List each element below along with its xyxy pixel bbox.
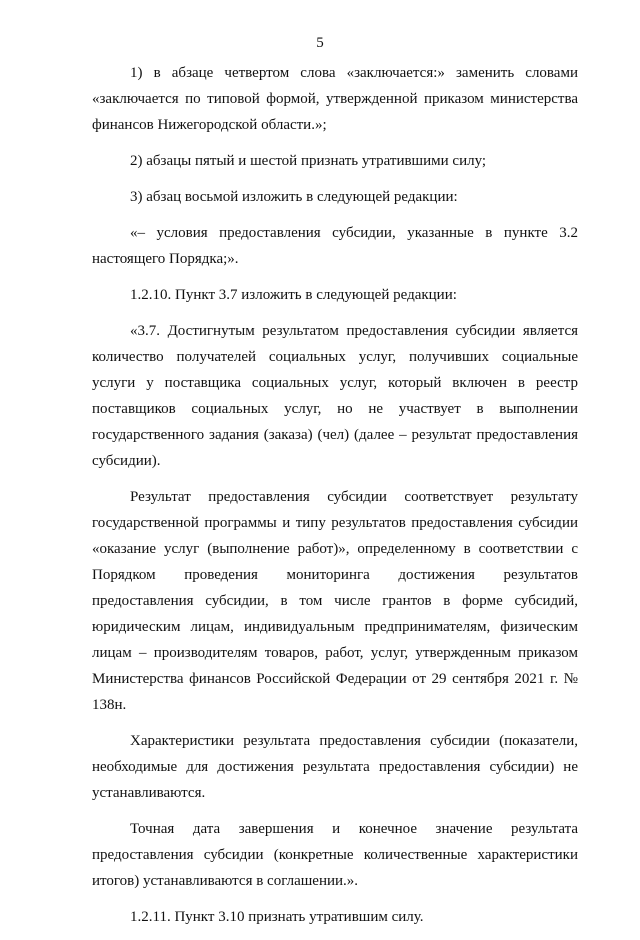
document-body bbox=[92, 60, 578, 940]
page-number: 5 bbox=[316, 35, 324, 51]
paragraph-3: 3) абзац восьмой изложить в следующей редакции: bbox=[130, 189, 458, 205]
paragraph-7: Результат предоставления субсидии соответствует результату государственной программы и типу результатов предоставления субсидии «оказание услуг (выполнение работ)», определенному в соответствии с Порядком проведения мониторинга достижения результатов предоставления субсидии, в том числе грантов в форме субсидий, юридическим лицам, индивидуальным предпринимателям, физическим лицам – производителям товаров, работ, услуг, утвержденным приказом Министерства финансов Российской Федерации от 29 сентября 2021 г. № 138н. bbox=[92, 489, 578, 713]
paragraph-2: 2) абзацы пятый и шестой признать утратившими силу; bbox=[130, 153, 487, 169]
paragraph-5: 1.2.10. Пункт 3.7 изложить в следующей редакции: bbox=[130, 287, 457, 303]
paragraph-9: Точная дата завершения и конечное значение результата предоставления субсидии (конкретные количественные характеристики итогов) устанавливаются в соглашении.». bbox=[92, 821, 578, 889]
paragraph-6: «3.7. Достигнутым результатом предоставления субсидии является количество получателей социальных услуг, получивших социальные услуги у поставщика социальных услуг, который включен в реестр поставщиков социальных услуг, но не участвует в выполнении государственного задания (заказа) (чел) (далее – результат предоставления субсидии). bbox=[92, 323, 578, 469]
paragraph-10: 1.2.11. Пункт 3.10 признать утратившим силу. bbox=[130, 909, 424, 925]
paragraph-8: Характеристики результата предоставления субсидии (показатели, необходимые для достижения результата предоставления субсидии) не устанавливаются. bbox=[92, 733, 578, 801]
paragraph-4: «– условия предоставления субсидии, указанные в пункте 3.2 настоящего Порядка;». bbox=[92, 225, 578, 267]
paragraph-1: 1) в абзаце четвертом слова «заключается:» заменить словами «заключается по типовой формой, утвержденной приказом министерства финансов Нижегородской области.»; bbox=[92, 65, 578, 133]
